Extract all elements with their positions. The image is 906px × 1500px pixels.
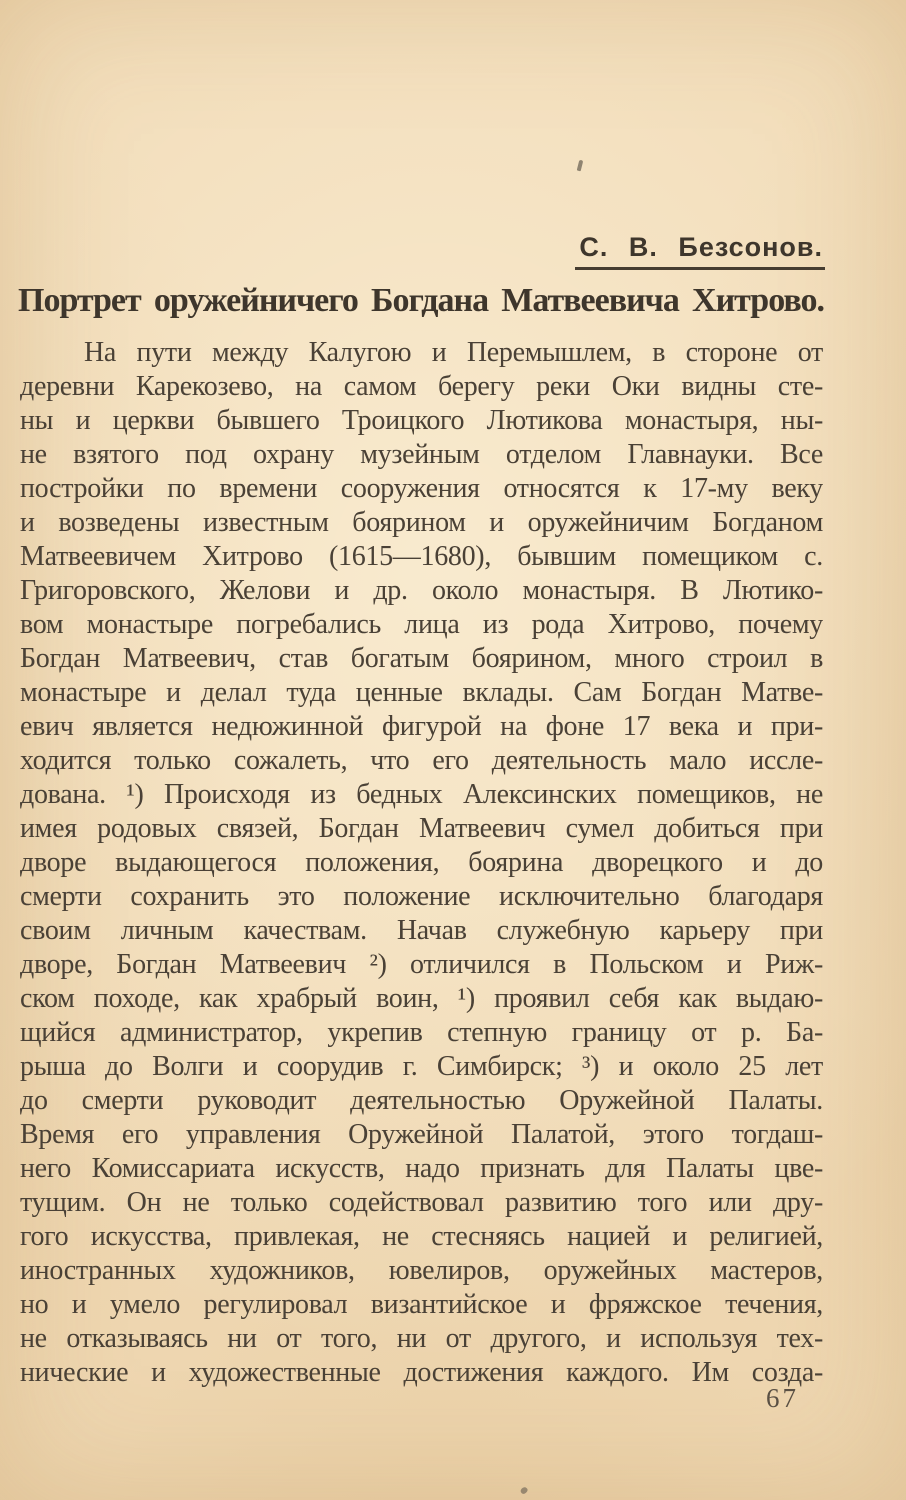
body-line: но и умело регулировал византийское и фряжское течения, bbox=[20, 1289, 823, 1320]
page-number: 67 bbox=[766, 1383, 799, 1413]
body-line: Матвеевичем Хитрово (1615—1680), бывшим помещиком с. bbox=[20, 541, 823, 572]
body-line: Богдан Матвеевич, став богатым боярином, много строил в bbox=[20, 643, 823, 674]
article-body bbox=[20, 336, 823, 1390]
body-line: дворе выдающегося положения, боярина дворецкого и до bbox=[20, 847, 823, 878]
body-line: дована. ¹) Происходя из бедных Алексинских помещиков, не bbox=[20, 779, 823, 810]
article-title: Портрет оружейничего Богдана Матвеевича Хитрово. bbox=[18, 282, 824, 319]
body-line: Григоровского, Желови и др. около монастыря. В Лютико- bbox=[20, 575, 823, 606]
body-line: тущим. Он не только содействовал развитию того или дру- bbox=[20, 1187, 823, 1218]
body-line: евич является недюжинной фигурой на фоне 17 века и при- bbox=[20, 711, 823, 742]
body-line: него Комиссариата искусств, надо признать для Палаты цве- bbox=[20, 1153, 823, 1184]
body-line: ходится только сожалеть, что его деятельность мало иссле- bbox=[20, 745, 823, 776]
body-line: рыша до Волги и соорудив г. Симбирск; ³) и около 25 лет bbox=[20, 1051, 823, 1082]
body-line: На пути между Калугою и Перемышлем, в стороне от bbox=[84, 337, 823, 368]
body-line: дворе, Богдан Матвеевич ²) отличился в Польском и Риж- bbox=[20, 949, 823, 980]
body-line: до смерти руководит деятельностью Оружейной Палаты. bbox=[20, 1085, 823, 1116]
author-byline bbox=[20, 232, 825, 270]
body-line: ны и церкви бывшего Троицкого Лютикова монастыря, ны- bbox=[20, 405, 823, 436]
body-line: нические и художественные достижения каждого. Им созда- bbox=[20, 1357, 823, 1388]
body-line: имея родовых связей, Богдан Матвеевич сумел добиться при bbox=[20, 813, 823, 844]
body-line: гого искусства, привлекая, не стесняясь нацией и религией, bbox=[20, 1221, 823, 1252]
body-line: не отказываясь ни от того, ни от другого, и используя тех- bbox=[20, 1323, 823, 1354]
body-line: своим личным качествам. Начав служебную карьеру при bbox=[20, 915, 823, 946]
body-line: смерти сохранить это положение исключительно благодаря bbox=[20, 881, 823, 912]
body-line: монастыре и делал туда ценные вклады. Сам Богдан Матве- bbox=[20, 677, 823, 708]
body-line: и возведены известным боярином и оружейничим Богданом bbox=[20, 507, 823, 538]
body-line: не взятого под охрану музейным отделом Главнауки. Все bbox=[20, 439, 823, 470]
body-line: вом монастыре погребались лица из рода Хитрово, почему bbox=[20, 609, 823, 640]
paper-speck bbox=[577, 160, 584, 172]
body-line: деревни Карекозево, на самом берегу реки Оки видны сте- bbox=[20, 371, 823, 402]
body-line: Время его управления Оружейной Палатой, этого тогдаш- bbox=[20, 1119, 823, 1150]
body-line: постройки по времени сооружения относятся к 17-му веку bbox=[20, 473, 823, 504]
body-line: ском походе, как храбрый воин, ¹) проявил себя как выдаю- bbox=[20, 983, 823, 1014]
body-line: иностранных художников, ювелиров, оружейных мастеров, bbox=[20, 1255, 823, 1286]
body-line: щийся администратор, укрепив степную границу от р. Ба- bbox=[20, 1017, 823, 1048]
author-name: С. В. Безсонов. bbox=[575, 232, 825, 270]
paper-speck bbox=[519, 1486, 528, 1495]
